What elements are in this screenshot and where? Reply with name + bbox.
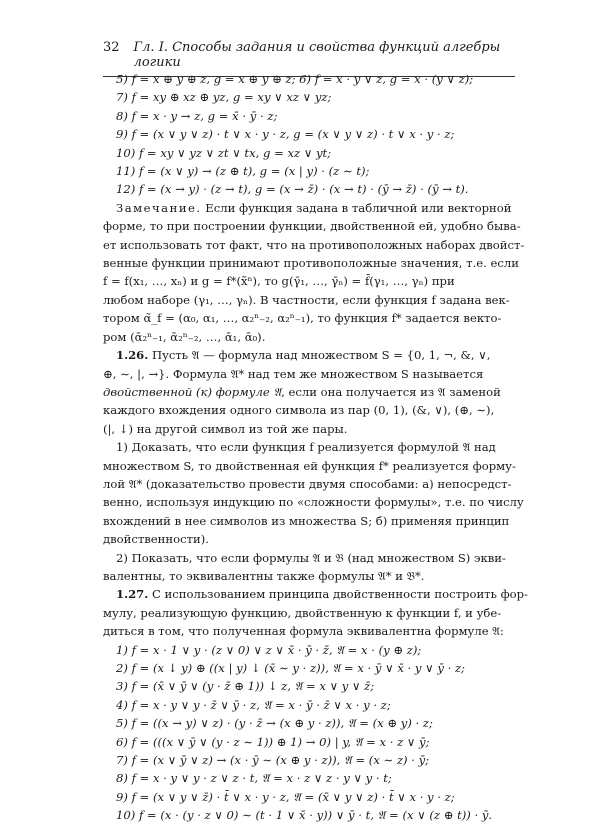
remark-line: f = f(x₁, …, xₙ) и g = f*(x̃ⁿ), то g(γ̄₁, …, γ̄ₙ) = f̄(γ₁, …, γₙ) при bbox=[103, 274, 455, 289]
remark-line: любом наборе (γ₁, …, γₙ). В частности, если функция f задана век- bbox=[103, 292, 510, 307]
part1-line: двойственности). bbox=[103, 532, 209, 547]
part1-line: 1) Доказать, что если функция f реализуется формулой 𝔄 над bbox=[116, 440, 496, 455]
problem-line bbox=[103, 585, 528, 603]
exercise-item: 6) f = (((x ∨ ȳ ∨ (y · z ∼ 1)) ⊕ 1) → 0) | y, 𝔄 = x · z ∨ ȳ; bbox=[116, 734, 430, 749]
exercise-item: 2) f = (x ↓ y) ⊕ ((x | y) ↓ (x̄ ∼ y · z)), 𝔄 = x · ȳ ∨ x̄ · y ∨ ȳ · z; bbox=[116, 661, 465, 675]
remark-line: венные функции принимают противоположные значения, т.е. если bbox=[103, 256, 519, 271]
exercise-item: 10) f = xy ∨ yz ∨ zt ∨ tx, g = xz ∨ yt; bbox=[116, 145, 332, 160]
problem-number: 1.26. bbox=[116, 348, 149, 363]
part1-line: вхождений в нее символов из множества S; б) применяя принцип bbox=[103, 513, 510, 528]
problem-text: Пусть 𝔄 — формула над множеством S = {0, 1, ¬, &, ∨, bbox=[151, 348, 491, 363]
remark-paragraph bbox=[103, 199, 525, 346]
remark-label: Замечание. bbox=[116, 200, 202, 215]
part2-line: 2) Показать, что если формулы 𝔄 и 𝔅 (над множеством S) экви- bbox=[116, 550, 506, 565]
exercise-item: 9) f = (x ∨ y ∨ z̄) · t̄ ∨ x · y · z, 𝔄 = (x̄ ∨ y ∨ z) · t̄ ∨ x · y · z; bbox=[116, 789, 455, 804]
part1-line: венно, используя индукцию по «сложности формулы», т.е. по числу bbox=[103, 495, 524, 510]
remark-line: ет использовать тот факт, что на противоположных наборах двойст- bbox=[103, 237, 525, 252]
remark-line: ром (ᾱ₂ⁿ₋₁, ᾱ₂ⁿ₋₂, …, ᾱ₁, ᾱ₀). bbox=[103, 329, 266, 344]
page-number: 32 bbox=[103, 40, 120, 55]
exercise-item: 1) f = x · 1 ∨ y · (z ∨ 0) ∨ z ∨ x̄ · ȳ · z̄, 𝔄 = x · (y ⊕ z); bbox=[116, 642, 422, 657]
problem-1-27 bbox=[103, 585, 528, 824]
problem-line: ⊕, ∼, |, →}. Формула 𝔄* над тем же множеством S называется bbox=[103, 366, 484, 381]
remark-line: форме, то при построении функции, двойственной ей, удобно быва- bbox=[103, 219, 521, 234]
problem-1-26 bbox=[103, 346, 524, 585]
exercise-items-top bbox=[103, 70, 515, 199]
part1-line: лой 𝔄* (доказательство провести двумя способами: а) непосредст- bbox=[103, 476, 512, 491]
page-body bbox=[103, 70, 528, 825]
problem-number: 1.27. bbox=[116, 587, 149, 602]
problem-text: , если она получается из 𝔄 заменой bbox=[281, 384, 501, 399]
exercise-item: 5) f = x ⊕ y ⊕ z, g = x ⊕ y ⊕ z; 6) f = x · y ∨ z, g = x · (y ∨ z); bbox=[116, 72, 474, 86]
part2-line: валентны, то эквивалентны также формулы 𝔄* и 𝔅*. bbox=[103, 568, 425, 583]
exercise-item: 12) f = (x → y) · (z → t), g = (x → z̄) · (x → t) · (ȳ → z̄) · (ȳ → t). bbox=[116, 182, 469, 197]
problem-line: (|, ↓) на другой символ из той же пары. bbox=[103, 421, 348, 436]
remark-line: тором α̃_f = (α₀, α₁, …, α₂ⁿ₋₂, α₂ⁿ₋₁), то функция f* задается векто- bbox=[103, 311, 502, 326]
exercise-item: 8) f = x · y ∨ y · z ∨ z · t, 𝔄 = x · z ∨ z · y ∨ y · t; bbox=[116, 771, 392, 786]
exercise-item: 8) f = x · y → z, g = x̄ · ȳ · z; bbox=[116, 108, 278, 123]
exercise-item: 4) f = x · y ∨ y · z̄ ∨ ȳ · z, 𝔄 = x · ȳ · z̄ ∨ x · y · z; bbox=[116, 697, 391, 712]
problem-text: С использованием принципа двойственности построить фор- bbox=[151, 587, 528, 602]
problem-line bbox=[103, 346, 515, 364]
running-title: Гл. I. Способы задания и свойства функций алгебры логики bbox=[133, 40, 501, 70]
problem-line: мулу, реализующую функцию, двойственную к функции f, и убе- bbox=[103, 605, 502, 620]
exercise-item: 7) f = (x ∨ ȳ ∨ z) → (x · ȳ ∼ (x ⊕ y · z)), 𝔄 = (x ∼ z) · ȳ; bbox=[116, 753, 430, 768]
problem-line bbox=[103, 383, 515, 401]
exercise-item: 3) f = (x̄ ∨ ȳ ∨ (y · z̄ ⊕ 1)) ↓ z, 𝔄 = x ∨ y ∨ z̄; bbox=[116, 679, 375, 694]
exercise-item: 7) f = xy ⊕ xz ⊕ yz, g = xy ∨ xz ∨ yz; bbox=[116, 90, 332, 105]
part1-line: множеством S, то двойственная ей функция f* реализуется форму- bbox=[103, 458, 516, 473]
remark-line bbox=[103, 199, 515, 217]
exercise-item: 5) f = ((x → y) ∨ z) · (y · z̄ → (x ⊕ y · z)), 𝔄 = (x ⊕ y) · z; bbox=[116, 716, 433, 731]
exercise-item: 9) f = (x ∨ y ∨ z) · t ∨ x · y · z, g = (x ∨ y ∨ z) · t ∨ x · y · z; bbox=[116, 127, 455, 142]
problem-line: каждого вхождения одного символа из пар (0, 1), (&, ∨), (⊕, ∼), bbox=[103, 403, 495, 418]
exercise-item: 10) f = (x · (y · z ∨ 0) ∼ (t · 1 ∨ x̄ · y)) ∨ ȳ · t, 𝔄 = (x ∨ (z ⊕ t)) · ȳ. bbox=[116, 808, 493, 823]
defined-term: двойственной (к) формуле 𝔄 bbox=[103, 384, 282, 399]
remark-text: Если функция задана в табличной или векторной bbox=[205, 200, 512, 215]
exercise-item: 11) f = (x ∨ y) → (z ⊕ t), g = (x | y) · (z ∼ t); bbox=[116, 164, 370, 179]
problem-line: диться в том, что полученная формула эквивалентна формуле 𝔄: bbox=[103, 624, 504, 639]
